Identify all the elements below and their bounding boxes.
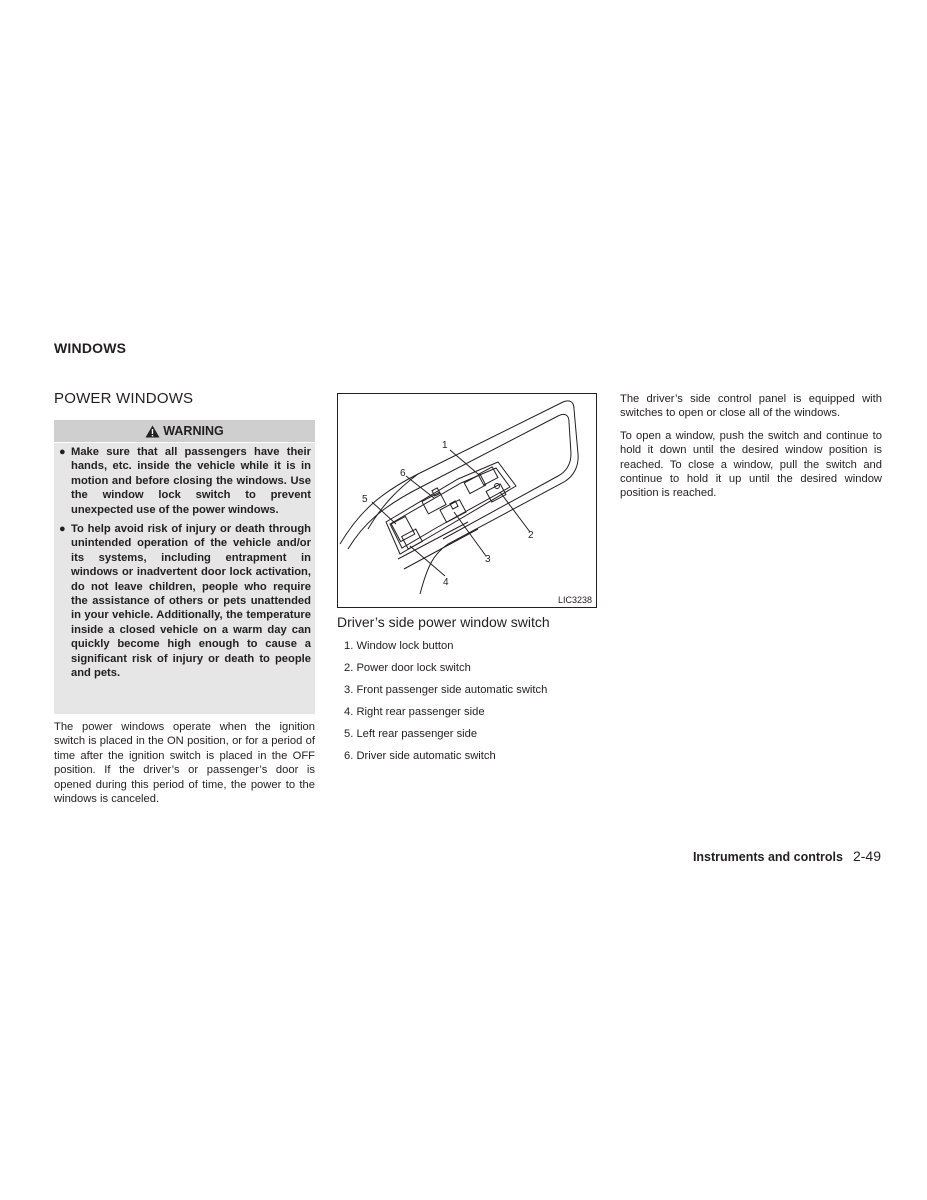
legend-item: 5. Left rear passenger side (344, 728, 478, 740)
figure-legend (344, 639, 547, 771)
legend-item: 3. Front passenger side automatic switch (344, 684, 548, 696)
power-window-switch-figure (337, 393, 597, 608)
warning-label: WARNING (163, 424, 224, 438)
warning-item (58, 522, 311, 680)
legend-item: 6. Driver side automatic switch (344, 750, 496, 762)
power-windows-description: The power windows operate when the ignition switch is placed in the ON position, or for a period of time after the ignition switch is placed in the OFF position. If the driver’s or passenger’s door is opened during this period of time, the power to the windows is canceled. (54, 721, 315, 806)
control-panel-description (620, 392, 882, 509)
switch-panel-illustration (338, 394, 596, 607)
warning-header (54, 420, 315, 442)
page-number: 2-49 (852, 848, 881, 864)
figure-caption: Driver’s side power window switch (337, 614, 550, 630)
right-paragraph: The driver’s side control panel is equipped with switches to open or close all of the windows. (620, 393, 882, 420)
callout-1: 1 (442, 440, 448, 451)
legend-item: 2. Power door lock switch (344, 662, 471, 674)
figure-code: LIC3238 (557, 595, 592, 605)
right-paragraph: To open a window, push the switch and continue to hold it down until the desired window position is reached. To close a window, pull the switch and continue to hold it up until the desired window position is reached. (620, 429, 882, 500)
callout-4: 4 (443, 577, 449, 588)
callout-2: 2 (528, 530, 534, 541)
bullet-icon: ● (59, 523, 66, 536)
page-footer (693, 848, 881, 864)
warning-item-text: Make sure that all passengers have their hands, etc. inside the vehicle while it is in motion and before closing the windows. Use the window lock switch to prevent unexpected use of the power windows. (71, 446, 311, 516)
callout-3: 3 (485, 554, 491, 565)
callout-5: 5 (362, 494, 368, 505)
callout-6: 6 (400, 468, 406, 479)
subsection-title: POWER WINDOWS (54, 390, 194, 407)
chapter-title: Instruments and controls (692, 850, 843, 864)
warning-box (54, 443, 315, 714)
warning-item (58, 445, 311, 517)
warning-triangle-icon (145, 425, 160, 438)
legend-item: 4. Right rear passenger side (344, 706, 485, 718)
warning-item-text: To help avoid risk of injury or death through unintended operation of the vehicle and/or its systems, including entrapment in windows or inadvertent door lock activation, do not leave children, people who require the assistance of others or pets unattended in your vehicle. Additionally, the temperature inside a closed vehicle on a warm day can quickly become high enough to cause a significant risk of injury or death to people and pets. (71, 523, 311, 680)
legend-item: 1. Window lock button (344, 640, 454, 652)
bullet-icon: ● (59, 446, 66, 458)
section-title: WINDOWS (54, 340, 127, 356)
